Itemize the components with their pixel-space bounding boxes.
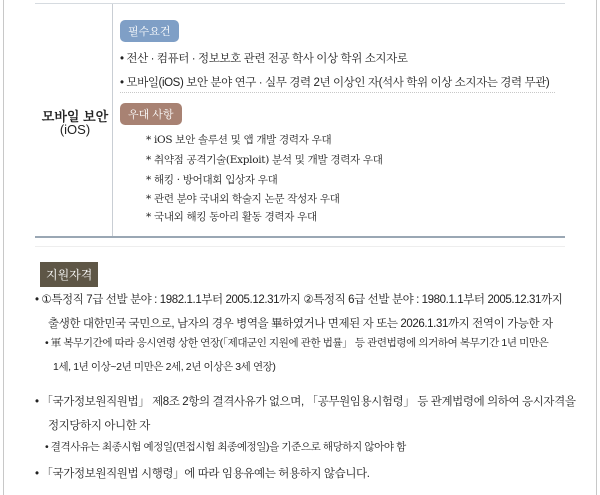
page-border-left [3, 0, 4, 495]
preferred-badge: 우대 사항 [120, 103, 182, 125]
dotted-divider [120, 92, 555, 93]
preferred-item: * 해킹 · 방어대회 입상자 우대 [146, 174, 278, 186]
qualification-badge: 지원자격 [40, 262, 98, 287]
qualification-item: • 「국가정보원직원법 시행령」에 따라 임용유예는 허용하지 않습니다. [35, 468, 370, 480]
preferred-item: * 국내외 해킹 동아리 활동 경력자 우대 [146, 211, 317, 223]
preferred-item: * 관련 분야 국내외 학술지 논문 작성자 우대 [146, 193, 340, 205]
section-divider [35, 246, 565, 247]
field-subname: (iOS) [59, 122, 91, 137]
table-top-border [35, 3, 565, 4]
table-column-divider [112, 4, 113, 236]
qualification-item-cont: 출생한 대한민국 국민으로, 남자의 경우 병역을 畢하였거나 면제된 자 또는 2026.1.31까지 전역이 가능한 자 [48, 318, 553, 330]
required-item: • 모바일(iOS) 보안 분야 연구 · 실무 경력 2년 이상인 자(석사 학위 이상 소지자는 경력 무관) [120, 77, 550, 89]
page-border-right [596, 0, 597, 495]
preferred-item: * 취약점 공격기술(Exploit) 분석 및 개발 경력자 우대 [146, 154, 383, 166]
qualification-item: • ①특정직 7급 선발 분야 : 1982.1.1부터 2005.12.31까지 ②특정직 6급 선발 분야 : 1980.1.1부터 2005.12.31까지 [35, 294, 563, 306]
field-name: 모바일 보안 [41, 109, 109, 124]
table-bottom-border [35, 236, 565, 238]
qualification-item: • 「국가정보원직원법」 제8조 2항의 결격사유가 없으며, 「공무원임용시험령」 등 관계법령에 의하여 응시자격을 [35, 396, 576, 408]
qualification-item-cont: 정지당하지 아니한 자 [48, 420, 150, 432]
required-item: • 전산 · 컴퓨터 · 정보보호 관련 전공 학사 이상 학위 소지자로 [120, 53, 408, 65]
qualification-subitem: • 軍 복무기간에 따라 응시연령 상한 연장(「제대군인 지원에 관한 법률」 등 관련법령에 의거하여 복무기간 1년 미만은 [45, 337, 549, 349]
qualification-subitem: • 결격사유는 최종시험 예정일(면접시험 최종예정일)을 기준으로 해당하지 않아야 함 [45, 441, 406, 453]
qualification-subitem-cont: 1세, 1년 이상~2년 미만은 2세, 2년 이상은 3세 연장) [53, 361, 276, 373]
preferred-item: * iOS 보안 솔루션 및 앱 개발 경력자 우대 [146, 134, 332, 146]
required-badge: 필수요건 [120, 20, 179, 42]
